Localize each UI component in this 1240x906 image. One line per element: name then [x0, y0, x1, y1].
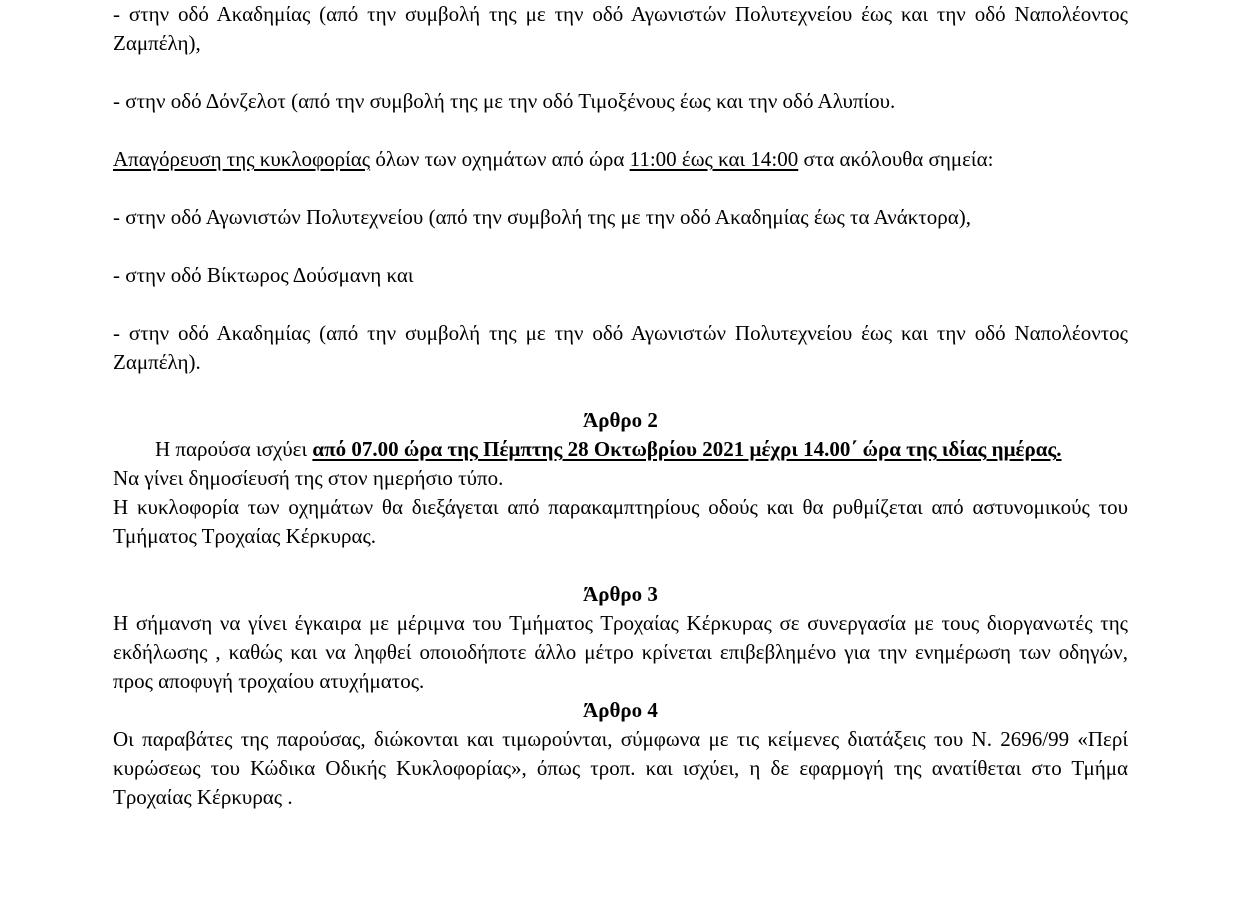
spacer [113, 174, 1128, 203]
article-2-validity-period: από 07.00 ώρα της Πέμπτης 28 Οκτωβρίου 2021 μέχρι 14.00΄ ώρα της ιδίας ημέρας. [312, 437, 1062, 461]
spacer [113, 377, 1128, 406]
prohibition-mid: όλων των οχημάτων από ώρα [370, 147, 630, 171]
article-4-text: Οι παραβάτες της παρούσας, διώκονται και τιμωρούνται, σύμφωνα με τις κείμενες διατάξεις του Ν. 2696/99 «Περί κυρώσεως του Κώδικα Οδικής Κυκλοφορίας», όπως τροπ. και ισχύει, η δε εφαρμογή της ανατίθεται στο Τμήμα Τροχαίας Κέρκυρας . [113, 727, 1128, 809]
list-item-akadimias-2: - στην οδό Ακαδημίας (από την συμβολή της με την οδό Αγωνιστών Πολυτεχνείου έως και την οδό Ναπολέοντος Ζαμπέλη). [113, 321, 1128, 374]
list-item-donzelot: - στην οδό Δόνζελοτ (από την συμβολή της με την οδό Τιμοξένους έως και την οδό Αλυπίου. [113, 89, 896, 113]
article-4-heading: Άρθρο 4 [583, 698, 658, 722]
article-2-traffic: Η κυκλοφορία των οχημάτων θα διεξάγεται από παρακαμπτηρίους οδούς και θα ρυθμίζεται από αστυνομικούς του Τμήματος Τροχαίας Κέρκυρας. [113, 495, 1128, 548]
article-2-intro: Η παρούσα ισχύει [155, 437, 313, 461]
spacer [113, 58, 1128, 87]
prohibition-end: στα ακόλουθα σημεία: [798, 147, 994, 171]
article-2-validity [113, 435, 1128, 464]
spacer [113, 290, 1128, 319]
spacer [113, 551, 1128, 580]
document-page [113, 0, 1128, 812]
prohibition-paragraph [113, 145, 1128, 174]
list-item-agoniston: - στην οδό Αγωνιστών Πολυτεχνείου (από την συμβολή της με την οδό Ακαδημίας έως τα Ανάκτορα), [113, 205, 971, 229]
prohibition-time: 11:00 έως και 14:00 [629, 147, 799, 171]
article-2-publication: Να γίνει δημοσίευσή της στον ημερήσιο τύπο. [113, 466, 504, 490]
spacer [113, 116, 1128, 145]
article-2-heading: Άρθρο 2 [583, 408, 658, 432]
list-item-akadimias-1: - στην οδό Ακαδημίας (από την συμβολή της με την οδό Αγωνιστών Πολυτεχνείου έως και την οδό Ναπολέοντος Ζαμπέλη), [113, 2, 1128, 55]
spacer [113, 232, 1128, 261]
article-3-heading: Άρθρο 3 [583, 582, 658, 606]
article-3-text: Η σήμανση να γίνει έγκαιρα με μέριμνα του Τμήματος Τροχαίας Κέρκυρας σε συνεργασία με τους διοργανωτές της εκδήλωσης , καθώς και να ληφθεί οποιοδήποτε άλλο μέτρο κρίνεται επιβεβλημένο για την ενημέρωση των οδηγών, προς αποφυγή τροχαίου ατυχήματος. [113, 611, 1128, 693]
prohibition-title: Απαγόρευση της κυκλοφορίας [113, 147, 371, 171]
list-item-viktoros: - στην οδό Βίκτωρος Δούσμανη και [113, 263, 414, 287]
